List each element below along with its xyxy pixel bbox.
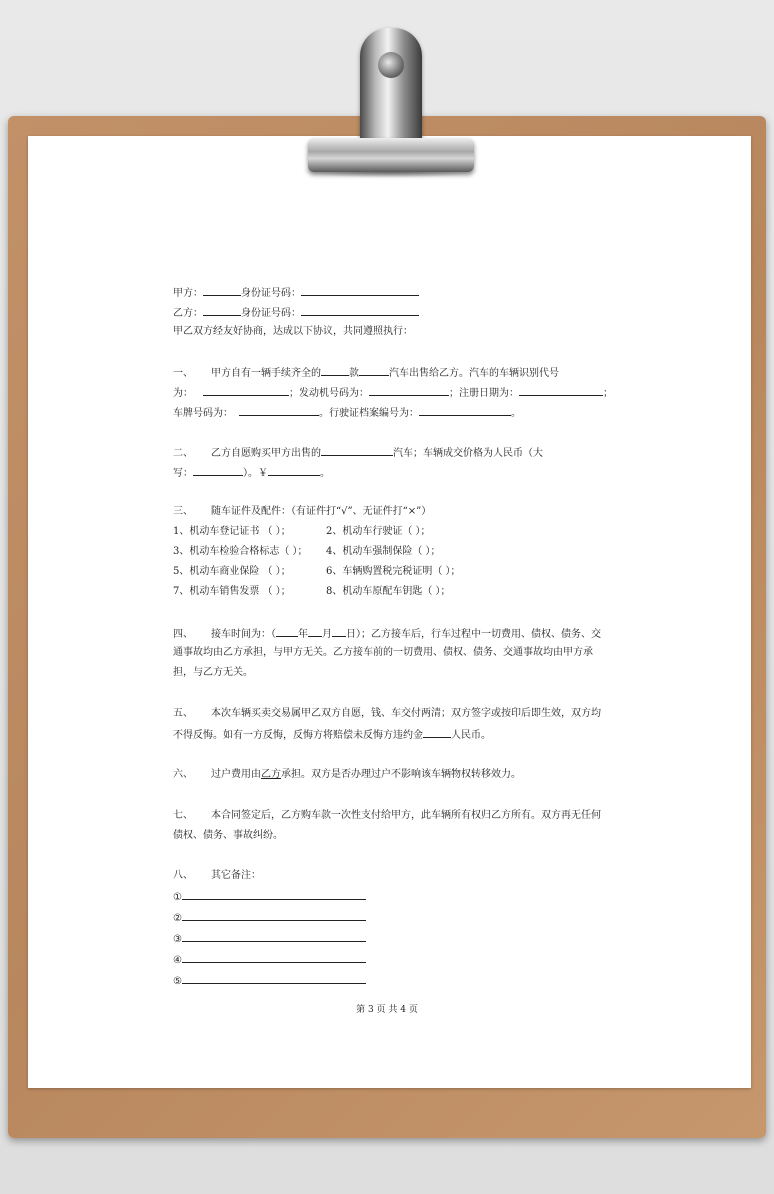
checklist-item: 3、机动车检验合格标志（ ）； xyxy=(173,546,308,557)
document-page xyxy=(28,136,751,1088)
section-2-line-1 xyxy=(173,445,543,461)
party-a-id-label: 身份证号码： xyxy=(241,288,301,299)
remark-line-2 xyxy=(173,910,366,926)
section-3-row-1 xyxy=(173,525,613,539)
section-2-text-b: 汽车；车辆成交价格为人民币（大 xyxy=(393,448,543,459)
section-1-text-a: 甲方自有一辆手续齐全的 xyxy=(211,368,321,379)
section-1-license-label: 。行驶证档案编号为： xyxy=(319,408,419,419)
remark-line-3 xyxy=(173,931,366,947)
section-3-title: 随车证件及配件：（有证件打“√”、无证件打“×”） xyxy=(211,506,432,517)
section-6-number: 六、 xyxy=(173,769,193,780)
clip-rivet-icon xyxy=(378,52,404,78)
blank xyxy=(203,385,289,396)
blank xyxy=(276,626,298,637)
section-5-line-1 xyxy=(173,707,601,721)
section-1-text-c: 汽车出售给乙方。汽车的车辆识别代号 xyxy=(389,368,559,379)
remark-number: ① xyxy=(173,892,182,903)
party-a-line xyxy=(173,285,419,301)
section-2-end: 。 xyxy=(320,468,330,479)
remark-line-5 xyxy=(173,973,366,989)
section-6-text-a: 过户费用由 xyxy=(211,769,261,780)
blank xyxy=(369,385,449,396)
remark-number: ⑤ xyxy=(173,976,182,987)
blank xyxy=(332,626,346,637)
section-4-line-1 xyxy=(173,626,601,642)
checklist-item: 6、车辆购置税完税证明（ ）； xyxy=(326,566,461,577)
blank xyxy=(268,465,320,476)
section-1-line-1 xyxy=(173,365,559,381)
section-3-row-3 xyxy=(173,565,613,579)
intro-line: 甲乙双方经友好协商，达成以下协议，共同遵照执行： xyxy=(173,326,413,337)
remark-blank xyxy=(182,952,366,963)
section-4-text-a: 接车时间为：（ xyxy=(211,629,276,640)
checklist-item: 1、机动车登记证书 （ ）； xyxy=(173,526,291,537)
section-2-line-2 xyxy=(173,465,330,481)
section-1-vin-label: 为： xyxy=(173,388,193,399)
section-2-text-d: ）。￥ xyxy=(243,468,268,479)
section-1-line-3 xyxy=(173,405,521,421)
section-5-number: 五、 xyxy=(173,708,193,719)
remark-line-1 xyxy=(173,889,366,905)
section-2-number: 二、 xyxy=(173,448,193,459)
section-6-party: 乙方 xyxy=(261,769,281,780)
section-7-line-2: 债权、债务、事故纠纷。 xyxy=(173,830,283,841)
remark-blank xyxy=(182,889,366,900)
remark-number: ② xyxy=(173,913,182,924)
section-1-reg-label: ；注册日期为： xyxy=(449,388,519,399)
section-8-number: 八、 xyxy=(173,870,193,881)
party-a-label: 甲方： xyxy=(173,288,203,299)
checklist-item: 4、机动车强制保险（ ）； xyxy=(326,546,441,557)
section-1-text-b: 款 xyxy=(349,368,359,379)
remark-blank xyxy=(182,910,366,921)
checklist-item: 7、机动车销售发票 （ ）； xyxy=(173,586,291,597)
checklist-item: 5、机动车商业保险 （ ）； xyxy=(173,566,291,577)
blank xyxy=(519,385,603,396)
binder-clip-base xyxy=(308,138,474,172)
section-8-title-line xyxy=(173,869,261,883)
remark-number: ④ xyxy=(173,955,182,966)
section-1-engine-label: ；发动机号码为： xyxy=(289,388,369,399)
remark-number: ③ xyxy=(173,934,182,945)
blank xyxy=(419,405,511,416)
section-1-plate-label: 车牌号码为： xyxy=(173,408,233,419)
section-7-line-1 xyxy=(173,809,601,823)
section-2-text-a: 乙方自愿购买甲方出售的 xyxy=(211,448,321,459)
section-4-year: 年 xyxy=(298,629,308,640)
section-4-line-3: 担，与乙方无关。 xyxy=(173,667,253,678)
section-5-text-b: 不得反悔。如有一方反悔，反悔方将赔偿未反悔方违约金 xyxy=(173,730,423,741)
remark-blank xyxy=(182,973,366,984)
party-b-blank xyxy=(203,305,241,316)
page-number: 第 3 页 共 4 页 xyxy=(356,1005,418,1015)
blank xyxy=(423,727,451,738)
blank xyxy=(193,465,243,476)
party-b-line xyxy=(173,305,419,321)
section-1-end: 。 xyxy=(511,408,521,419)
checklist-item: 2、机动车行驶证（ ）； xyxy=(326,526,431,537)
binder-clip-icon xyxy=(360,28,422,146)
section-4-month: 月 xyxy=(322,629,332,640)
blank xyxy=(321,365,349,376)
party-a-id-blank xyxy=(301,285,419,296)
party-b-label: 乙方： xyxy=(173,308,203,319)
party-b-id-blank xyxy=(301,305,419,316)
party-b-id-label: 身份证号码： xyxy=(241,308,301,319)
party-a-blank xyxy=(203,285,241,296)
section-5-line-2 xyxy=(173,727,491,743)
section-4-line-2: 通事故均由乙方承担，与甲方无关。乙方接车前的一切费用、债权、债务、交通事故均由甲方承 xyxy=(173,647,593,658)
blank xyxy=(321,445,393,456)
blank xyxy=(359,365,389,376)
section-7-text-a: 本合同签定后，乙方购车款一次性支付给甲方，此车辆所有权归乙方所有。双方再无任何 xyxy=(211,810,601,821)
blank xyxy=(239,405,319,416)
section-5-text-a: 本次车辆买卖交易属甲乙双方自愿，钱、车交付两清；双方签字或按印后即生效，双方均 xyxy=(211,708,601,719)
section-5-text-c: 人民币。 xyxy=(451,730,491,741)
section-3-number: 三、 xyxy=(173,506,193,517)
section-8-title: 其它备注： xyxy=(211,870,261,881)
section-3-row-4 xyxy=(173,585,613,599)
section-1-line-2 xyxy=(173,385,613,401)
checklist-item: 8、机动车原配车钥匙（ ）； xyxy=(326,586,451,597)
section-2-text-c: 写： xyxy=(173,468,193,479)
remark-line-4 xyxy=(173,952,366,968)
section-6-line xyxy=(173,768,521,782)
blank xyxy=(308,626,322,637)
section-4-number: 四、 xyxy=(173,629,193,640)
section-3-row-2 xyxy=(173,545,613,559)
remark-blank xyxy=(182,931,366,942)
section-1-sep: ； xyxy=(603,388,613,399)
section-4-text-b: 日）；乙方接车后，行车过程中一切费用、债权、债务、交 xyxy=(346,629,601,640)
section-6-text-b: 承担。双方是否办理过户不影响该车辆物权转移效力。 xyxy=(281,769,521,780)
section-3-title-line xyxy=(173,505,431,519)
section-1-number: 一、 xyxy=(173,368,193,379)
section-7-number: 七、 xyxy=(173,810,193,821)
